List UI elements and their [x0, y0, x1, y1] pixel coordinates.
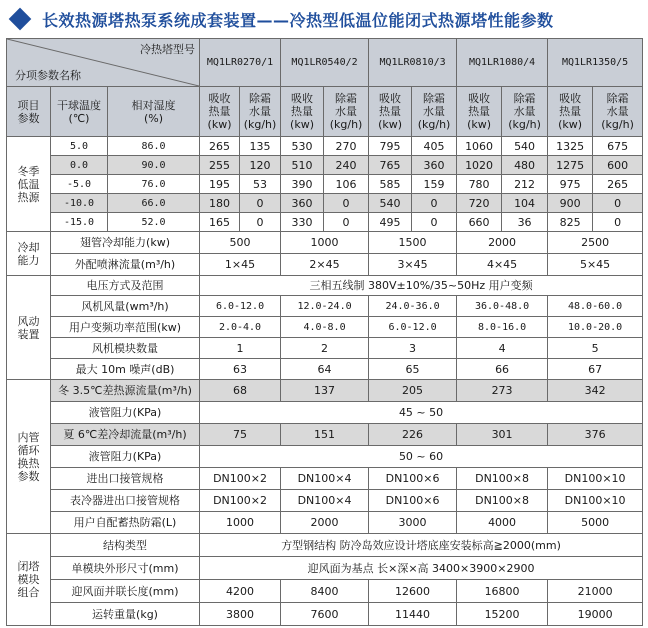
inner-value: DN100×6 — [369, 490, 457, 512]
defrost-header-line: 水量 — [513, 105, 536, 118]
absorb-header — [281, 87, 324, 137]
winter-value: 975 — [548, 175, 593, 194]
closed-label: 单模块外形尺寸(mm) — [51, 557, 200, 580]
fan-label: 用户变频功率范围(kw) — [51, 317, 200, 338]
inner-label: 进出口接管规格 — [51, 468, 200, 490]
winter-value: 0 — [324, 194, 369, 213]
closed-category-line: 组合 — [17, 586, 40, 599]
inner-category-line: 循环 — [17, 443, 40, 457]
inner-value: 151 — [281, 424, 369, 446]
defrost-header-line: (kg/h) — [329, 118, 363, 131]
inner-label: 冬 3.5℃差热源流量(m³/h) — [51, 380, 200, 402]
fan-row — [7, 317, 643, 338]
winter-value: 106 — [324, 175, 369, 194]
winter-humidity: 86.0 — [108, 137, 200, 156]
winter-humidity: 76.0 — [108, 175, 200, 194]
inner-value: 376 — [548, 424, 643, 446]
defrost-header-line: 水量 — [335, 105, 358, 118]
fan-row — [7, 359, 643, 380]
absorb-header-line: 吸收 — [379, 92, 402, 105]
inner-value: DN100×8 — [457, 468, 548, 490]
inner-category-line: 内管 — [17, 430, 40, 444]
closed-value: 7600 — [281, 603, 369, 626]
inner-row — [7, 402, 643, 424]
inner-value: DN100×4 — [281, 468, 369, 490]
inner-row — [7, 512, 643, 534]
cooling-value: 2×45 — [281, 254, 369, 276]
absorb-header — [548, 87, 593, 137]
winter-humidity: 52.0 — [108, 213, 200, 232]
absorb-header — [200, 87, 240, 137]
defrost-header — [502, 87, 548, 137]
fan-label: 风机模块数量 — [51, 338, 200, 359]
drybulb-unit: (℃) — [68, 111, 90, 125]
defrost-header-line: (kg/h) — [243, 118, 277, 131]
inner-value: 75 — [200, 424, 281, 446]
cooling-row — [7, 254, 643, 276]
inner-value: DN100×2 — [200, 468, 281, 490]
closed-label: 运转重量(kg) — [51, 603, 200, 626]
winter-value: 265 — [200, 137, 240, 156]
drybulb-header — [51, 87, 108, 137]
closed-value: 4200 — [200, 580, 281, 603]
defrost-header-line: 除霜 — [335, 92, 358, 105]
absorb-header-line: 热量 — [291, 105, 314, 118]
winter-value: 255 — [200, 156, 240, 175]
winter-value: 265 — [593, 175, 643, 194]
closed-label: 迎风面并联长度(mm) — [51, 580, 200, 603]
cooling-value: 1×45 — [200, 254, 281, 276]
winter-row — [7, 194, 643, 213]
cooling-label: 外配喷淋流量(m³/h) — [51, 254, 200, 276]
fan-value: 2.0-4.0 — [200, 317, 281, 338]
inner-label: 液管阻力(KPa) — [51, 446, 200, 468]
winter-value: 720 — [457, 194, 502, 213]
absorb-header-line: (kw) — [290, 118, 314, 131]
winter-value: 212 — [502, 175, 548, 194]
inner-value: DN100×10 — [548, 468, 643, 490]
page-title: 长效热源塔热泵系统成套装置——冷热型低温位能闭式热源塔性能参数 — [42, 10, 554, 30]
closed-label: 结构类型 — [51, 534, 200, 557]
winter-value: 510 — [281, 156, 324, 175]
winter-value: 270 — [324, 137, 369, 156]
winter-value: 165 — [200, 213, 240, 232]
humidity-unit: (%) — [143, 111, 164, 125]
cooling-value: 500 — [200, 232, 281, 254]
defrost-header — [324, 87, 369, 137]
winter-value: 530 — [281, 137, 324, 156]
absorb-header-line: 吸收 — [291, 92, 314, 105]
humidity-header — [108, 87, 200, 137]
fan-value: 4.0-8.0 — [281, 317, 369, 338]
closed-row — [7, 557, 643, 580]
fan-value: 66 — [457, 359, 548, 380]
cooling-label: 翅管冷却能力(kw) — [51, 232, 200, 254]
absorb-header-line: (kw) — [378, 118, 403, 131]
fan-value: 1 — [200, 338, 281, 359]
winter-value: 0 — [593, 194, 643, 213]
defrost-header-line: 水量 — [423, 105, 446, 118]
closed-value: 15200 — [457, 603, 548, 626]
winter-value: 1060 — [457, 137, 502, 156]
winter-value: 330 — [281, 213, 324, 232]
winter-value: 480 — [502, 156, 548, 175]
fan-value: 2 — [281, 338, 369, 359]
inner-value: 205 — [369, 380, 457, 402]
fan-label: 最大 10m 噪声(dB) — [51, 359, 200, 380]
fan-row — [7, 338, 643, 359]
closed-value: 12600 — [369, 580, 457, 603]
inner-value: DN100×4 — [281, 490, 369, 512]
model-header: MQ1LR1080/4 — [457, 39, 548, 87]
cooling-category — [7, 232, 51, 276]
fan-value: 36.0-48.0 — [457, 296, 548, 317]
absorb-header-line: 热量 — [468, 105, 491, 118]
defrost-header-line: 除霜 — [249, 92, 272, 105]
winter-value: 405 — [412, 137, 457, 156]
absorb-header-line: 热量 — [379, 105, 402, 118]
model-header: MQ1LR0540/2 — [281, 39, 369, 87]
absorb-header-line: 吸收 — [208, 92, 231, 105]
inner-value: DN100×2 — [200, 490, 281, 512]
closed-category — [7, 534, 51, 626]
defrost-header-line: 水量 — [606, 105, 629, 118]
absorb-header-line: 吸收 — [559, 92, 582, 105]
winter-value: 36 — [502, 213, 548, 232]
inner-row — [7, 424, 643, 446]
absorb-header-line: (kw) — [467, 118, 492, 131]
cooling-value: 4×45 — [457, 254, 548, 276]
fan-value: 65 — [369, 359, 457, 380]
diamond-icon — [9, 8, 32, 31]
winter-value: 0 — [240, 194, 281, 213]
inner-range-value: 50 ~ 60 — [200, 446, 643, 468]
defrost-header-line: 除霜 — [423, 92, 446, 105]
winter-value: 0 — [240, 213, 281, 232]
project-label — [7, 87, 51, 137]
winter-humidity: 90.0 — [108, 156, 200, 175]
inner-value: 2000 — [281, 512, 369, 534]
inner-row — [7, 380, 643, 402]
winter-value: 120 — [240, 156, 281, 175]
inner-value: 4000 — [457, 512, 548, 534]
param-label: 分项参数名称 — [15, 69, 81, 82]
winter-category — [7, 137, 51, 232]
inner-category-line: 参数 — [17, 469, 40, 483]
defrost-header-line: (kg/h) — [417, 118, 451, 131]
winter-value: 540 — [502, 137, 548, 156]
model-header: MQ1LR0810/3 — [369, 39, 457, 87]
fan-category-line: 装置 — [17, 327, 40, 341]
cooling-row — [7, 232, 643, 254]
inner-range-value: 45 ~ 50 — [200, 402, 643, 424]
winter-value: 1325 — [548, 137, 593, 156]
winter-temp: -10.0 — [51, 194, 108, 213]
winter-category-line: 低温 — [17, 177, 40, 191]
defrost-header — [412, 87, 457, 137]
closed-value: 16800 — [457, 580, 548, 603]
corner-header-cell — [7, 39, 200, 87]
humidity-label: 相对湿度 — [131, 98, 176, 112]
absorb-header-line: 热量 — [208, 105, 231, 118]
cooling-value: 5×45 — [548, 254, 643, 276]
closed-row — [7, 534, 643, 557]
cooling-category-line: 冷却 — [17, 240, 40, 254]
title-bar — [6, 4, 642, 34]
fan-value: 8.0-16.0 — [457, 317, 548, 338]
winter-row — [7, 175, 643, 194]
inner-row — [7, 446, 643, 468]
inner-label: 用户自配蓄热防霜(L) — [51, 512, 200, 534]
inner-value: DN100×10 — [548, 490, 643, 512]
closed-category-line: 闭塔 — [17, 560, 40, 573]
winter-value: 600 — [593, 156, 643, 175]
closed-full-value: 方型钢结构 防冷岛效应设计塔底座安装标高≧2000(mm) — [200, 534, 643, 557]
defrost-header-line: 除霜 — [513, 92, 536, 105]
inner-label: 夏 6℃差冷却流量(m³/h) — [51, 424, 200, 446]
fan-value: 4 — [457, 338, 548, 359]
model-label: 冷热塔型号 — [140, 43, 196, 56]
winter-value: 240 — [324, 156, 369, 175]
inner-row — [7, 468, 643, 490]
cooling-value: 2000 — [457, 232, 548, 254]
defrost-header — [593, 87, 643, 137]
fan-value: 67 — [548, 359, 643, 380]
fan-value: 3 — [369, 338, 457, 359]
closed-row — [7, 603, 643, 626]
closed-value: 19000 — [548, 603, 643, 626]
cooling-value: 2500 — [548, 232, 643, 254]
defrost-header-line: (kg/h) — [601, 118, 634, 131]
winter-value: 495 — [369, 213, 412, 232]
winter-value: 360 — [412, 156, 457, 175]
winter-category-line: 热源 — [17, 190, 40, 204]
winter-value: 780 — [457, 175, 502, 194]
fan-label: 风机风量(wm³/h) — [51, 296, 200, 317]
winter-value: 360 — [281, 194, 324, 213]
absorb-header — [457, 87, 502, 137]
winter-value: 159 — [412, 175, 457, 194]
winter-value: 0 — [593, 213, 643, 232]
model-header: MQ1LR0270/1 — [200, 39, 281, 87]
winter-row — [7, 137, 643, 156]
fan-value: 6.0-12.0 — [369, 317, 457, 338]
inner-value: 68 — [200, 380, 281, 402]
inner-value: 273 — [457, 380, 548, 402]
winter-value: 0 — [412, 194, 457, 213]
fan-value: 64 — [281, 359, 369, 380]
inner-label: 液管阻力(KPa) — [51, 402, 200, 424]
defrost-header — [240, 87, 281, 137]
winter-value: 900 — [548, 194, 593, 213]
winter-value: 135 — [240, 137, 281, 156]
winter-value: 585 — [369, 175, 412, 194]
fan-power-value: 三相五线制 380V±10%/35~50Hz 用户变频 — [200, 276, 643, 296]
closed-value: 3800 — [200, 603, 281, 626]
inner-value: 3000 — [369, 512, 457, 534]
closed-value: 21000 — [548, 580, 643, 603]
fan-row — [7, 296, 643, 317]
model-header: MQ1LR1350/5 — [548, 39, 643, 87]
defrost-header-line: (kg/h) — [508, 118, 541, 131]
cooling-value: 1000 — [281, 232, 369, 254]
drybulb-label: 干球温度 — [57, 98, 101, 112]
fan-value: 10.0-20.0 — [548, 317, 643, 338]
winter-value: 1020 — [457, 156, 502, 175]
winter-humidity: 66.0 — [108, 194, 200, 213]
winter-temp: 0.0 — [51, 156, 108, 175]
absorb-header — [369, 87, 412, 137]
fan-value: 24.0-36.0 — [369, 296, 457, 317]
winter-value: 1275 — [548, 156, 593, 175]
cooling-value: 1500 — [369, 232, 457, 254]
cooling-value: 3×45 — [369, 254, 457, 276]
inner-value: 226 — [369, 424, 457, 446]
closed-value: 11440 — [369, 603, 457, 626]
absorb-header-line: (kw) — [558, 118, 583, 131]
winter-value: 765 — [369, 156, 412, 175]
winter-value: 104 — [502, 194, 548, 213]
inner-row — [7, 490, 643, 512]
winter-temp: -5.0 — [51, 175, 108, 194]
fan-category — [7, 276, 51, 380]
absorb-header-line: (kw) — [207, 118, 232, 131]
inner-label: 表冷器进出口接管规格 — [51, 490, 200, 512]
winter-value: 675 — [593, 137, 643, 156]
winter-value: 53 — [240, 175, 281, 194]
winter-temp: -15.0 — [51, 213, 108, 232]
defrost-header-line: 水量 — [249, 105, 272, 118]
winter-value: 0 — [324, 213, 369, 232]
winter-value: 0 — [412, 213, 457, 232]
fan-value: 63 — [200, 359, 281, 380]
winter-value: 390 — [281, 175, 324, 194]
winter-row — [7, 213, 643, 232]
inner-value: 301 — [457, 424, 548, 446]
closed-full-value: 迎风面为基点 长×深×高 3400×3900×2900 — [200, 557, 643, 580]
project-label-text: 项目参数 — [17, 98, 40, 125]
inner-value: 1000 — [200, 512, 281, 534]
inner-value: DN100×6 — [369, 468, 457, 490]
inner-value: DN100×8 — [457, 490, 548, 512]
winter-temp: 5.0 — [51, 137, 108, 156]
fan-category-line: 风动 — [17, 314, 40, 328]
winter-value: 660 — [457, 213, 502, 232]
inner-category-line: 换热 — [17, 456, 40, 470]
fan-power-row — [7, 276, 643, 296]
absorb-header-line: 热量 — [559, 105, 582, 118]
closed-row — [7, 580, 643, 603]
winter-category-line: 冬季 — [17, 164, 40, 178]
winter-value: 825 — [548, 213, 593, 232]
winter-value: 540 — [369, 194, 412, 213]
fan-value: 6.0-12.0 — [200, 296, 281, 317]
inner-value: 137 — [281, 380, 369, 402]
fan-value: 48.0-60.0 — [548, 296, 643, 317]
spec-table — [6, 38, 643, 626]
defrost-header-line: 除霜 — [606, 92, 629, 105]
inner-category — [7, 380, 51, 534]
winter-value: 195 — [200, 175, 240, 194]
closed-category-line: 模块 — [17, 573, 40, 586]
winter-value: 795 — [369, 137, 412, 156]
cooling-category-line: 能力 — [17, 253, 40, 267]
absorb-header-line: 吸收 — [468, 92, 491, 105]
fan-value: 5 — [548, 338, 643, 359]
winter-value: 180 — [200, 194, 240, 213]
inner-value: 5000 — [548, 512, 643, 534]
closed-value: 8400 — [281, 580, 369, 603]
winter-row — [7, 156, 643, 175]
fan-power-label: 电压方式及范围 — [51, 276, 200, 296]
inner-value: 342 — [548, 380, 643, 402]
fan-value: 12.0-24.0 — [281, 296, 369, 317]
